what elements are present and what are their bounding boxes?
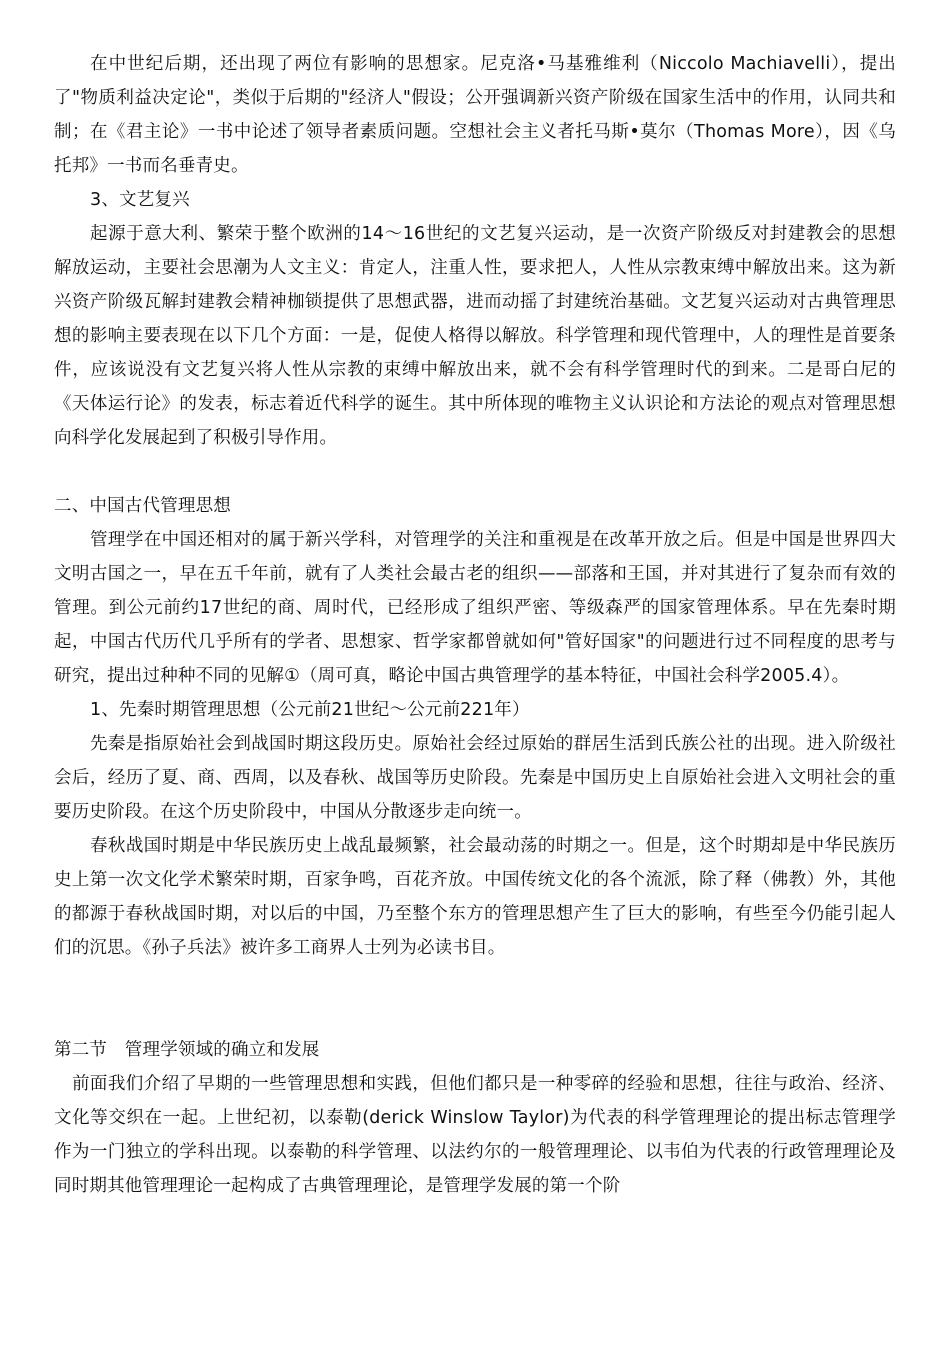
paragraph-preqin: 先秦是指原始社会到战国时期这段历史。原始社会经过原始的群居生活到氏族公社的出现。进入阶级社会后，经历了夏、商、西周，以及春秋、战国等历史阶段。先秦是中国历史上自原始社会进入文明社会的重要历史阶段。在这个历史阶段中，中国从分散逐步走向统一。 <box>54 734 896 822</box>
spacer <box>54 965 896 1033</box>
heading-renaissance: 3、文艺复兴 <box>90 190 190 210</box>
paragraph-section-two: 前面我们介绍了早期的一些管理思想和实践，但他们都只是一种零碎的经验和思想，往往与政治、经济、文化等交织在一起。上世纪初，以泰勒(derick Winslow Taylor)为代表的科学管理理论的提出标志管理学作为一门独立的学科出现。以泰勒的科学管理、以法约尔的一般管理理论、以韦伯为代表的行政管理理论及同时期其他管理理论一起构成了古典管理理论，是管理学发展的第一个阶 <box>54 1074 896 1196</box>
paragraph-china-intro: 管理学在中国还相对的属于新兴学科，对管理学的关注和重视是在改革开放之后。但是中国是世界四大文明古国之一，早在五千年前，就有了人类社会最古老的组织——部落和王国，并对其进行了复杂而有效的管理。到公元前约17世纪的商、周时代，已经形成了组织严密、等级森严的国家管理体系。早在先秦时期起，中国古代历代几乎所有的学者、思想家、哲学家都曾就如何"管好国家"的问题进行过不同程度的思考与研究，提出过种种不同的见解①（周可真，略论中国古典管理学的基本特征，中国社会科学2005.4）。 <box>54 530 896 686</box>
document-page <box>54 47 896 1203</box>
heading-section-two: 第二节 管理学领域的确立和发展 <box>54 1040 320 1060</box>
heading-china-ancient-management: 二、中国古代管理思想 <box>54 496 231 516</box>
paragraph-warring-states: 春秋战国时期是中华民族历史上战乱最频繁，社会最动荡的时期之一。但是，这个时期却是中华民族历史上第一次文化学术繁荣时期，百家争鸣，百花齐放。中国传统文化的各个流派，除了释（佛教）外，其他的都源于春秋战国时期，对以后的中国，乃至整个东方的管理思想产生了巨大的影响，有些至今仍能引起人们的沉思。《孙子兵法》被许多工商界人士列为必读书目。 <box>54 836 896 958</box>
paragraph-machiavelli: 在中世纪后期，还出现了两位有影响的思想家。尼克洛•马基雅维利（Niccolo Machiavelli），提出了"物质利益决定论"，类似于后期的"经济人"假设；公开强调新兴资产阶级在国家生活中的作用，认同共和制；在《君主论》一书中论述了领导者素质问题。空想社会主义者托马斯•莫尔（Thomas More），因《乌托邦》一书而名垂青史。 <box>54 54 896 176</box>
spacer <box>54 455 896 489</box>
heading-preqin-period: 1、先秦时期管理思想（公元前21世纪～公元前221年） <box>90 700 530 720</box>
paragraph-renaissance: 起源于意大利、繁荣于整个欧洲的14～16世纪的文艺复兴运动，是一次资产阶级反对封建教会的思想解放运动，主要社会思潮为人文主义：肯定人，注重人性，要求把人，人性从宗教束缚中解放出来。这为新兴资产阶级瓦解封建教会精神枷锁提供了思想武器，进而动摇了封建统治基础。文艺复兴运动对古典管理思想的影响主要表现在以下几个方面：一是，促使人格得以解放。科学管理和现代管理中，人的理性是首要条件，应该说没有文艺复兴将人性从宗教的束缚中解放出来，就不会有科学管理时代的到来。二是哥白尼的《天体运行论》的发表，标志着近代科学的诞生。其中所体现的唯物主义认识论和方法论的观点对管理思想向科学化发展起到了积极引导作用。 <box>54 224 896 448</box>
